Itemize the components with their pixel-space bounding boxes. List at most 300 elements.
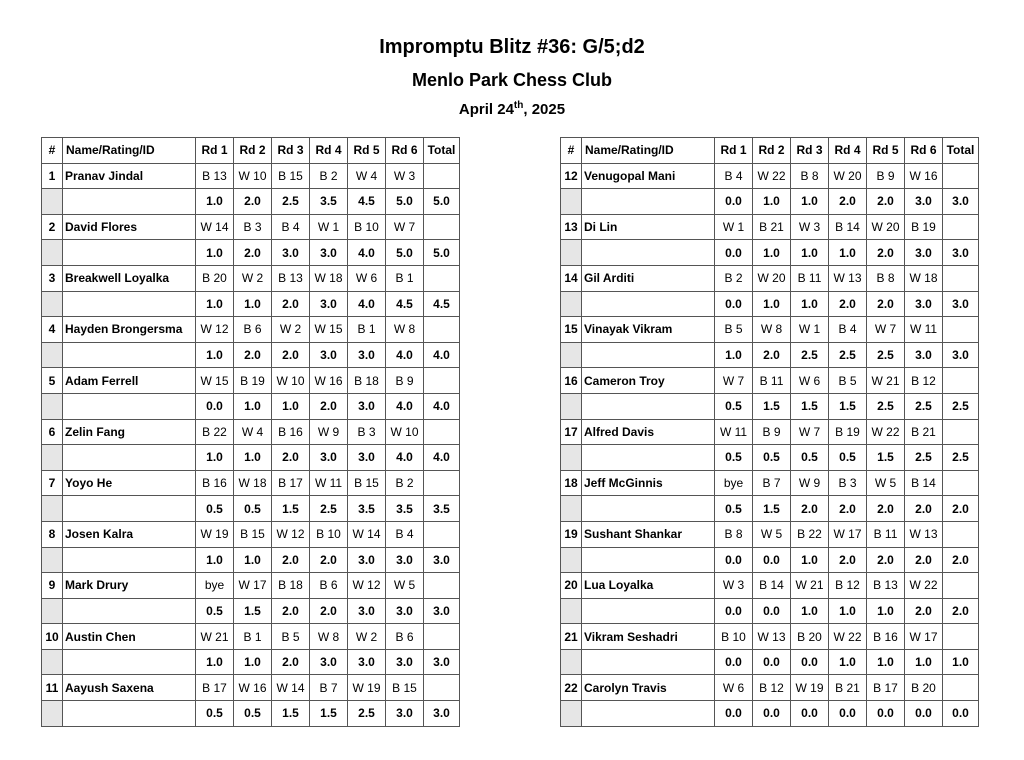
round-pairing: W 17 (234, 573, 272, 599)
cumulative-score: 3.0 (310, 291, 348, 317)
round-pairing: W 10 (272, 368, 310, 394)
player-name: Venugopal Mani (582, 163, 715, 189)
event-date (0, 100, 1024, 118)
column-header: Rd 1 (715, 138, 753, 164)
round-pairing: B 4 (715, 163, 753, 189)
cumulative-score: 3.0 (386, 598, 424, 624)
name-cell-empty (582, 240, 715, 266)
player-name: Vikram Seshadri (582, 624, 715, 650)
cumulative-score: 2.0 (867, 547, 905, 573)
cumulative-score: 4.0 (386, 445, 424, 471)
player-number: 10 (42, 624, 63, 650)
player-number: 4 (42, 317, 63, 343)
cumulative-score: 1.0 (791, 598, 829, 624)
total-cell-empty (943, 675, 979, 701)
round-pairing: W 8 (386, 317, 424, 343)
column-header: # (561, 138, 582, 164)
name-cell-empty (63, 240, 196, 266)
player-name: Carolyn Travis (582, 675, 715, 701)
name-cell-empty (582, 496, 715, 522)
player-number: 22 (561, 675, 582, 701)
player-name: Alfred Davis (582, 419, 715, 445)
column-header: Name/Rating/ID (582, 138, 715, 164)
player-pairing-row (42, 470, 460, 496)
number-cell-empty (561, 547, 582, 573)
name-cell-empty (63, 342, 196, 368)
round-pairing: B 9 (867, 163, 905, 189)
cumulative-score: 2.0 (867, 496, 905, 522)
name-cell-empty (582, 701, 715, 727)
cumulative-score: 0.0 (905, 701, 943, 727)
round-pairing: W 19 (196, 521, 234, 547)
cumulative-score: 2.0 (272, 649, 310, 675)
cumulative-score: 0.0 (715, 189, 753, 215)
cumulative-score: 1.0 (791, 189, 829, 215)
cumulative-score: 5.0 (386, 240, 424, 266)
total-cell-empty (943, 368, 979, 394)
player-score-row (42, 701, 460, 727)
number-cell-empty (42, 240, 63, 266)
round-pairing: B 15 (234, 521, 272, 547)
round-pairing: B 16 (272, 419, 310, 445)
cumulative-score: 1.0 (791, 240, 829, 266)
round-pairing: B 1 (386, 265, 424, 291)
round-pairing: W 6 (348, 265, 386, 291)
player-name: David Flores (63, 214, 196, 240)
cumulative-score: 2.0 (867, 291, 905, 317)
round-pairing: W 15 (196, 368, 234, 394)
cumulative-score: 0.0 (791, 649, 829, 675)
player-pairing-row (42, 521, 460, 547)
total-score: 3.0 (424, 701, 460, 727)
round-pairing: B 19 (234, 368, 272, 394)
cumulative-score: 0.5 (234, 701, 272, 727)
total-cell-empty (943, 470, 979, 496)
cumulative-score: 1.0 (196, 189, 234, 215)
round-pairing: W 1 (791, 317, 829, 343)
player-number: 13 (561, 214, 582, 240)
cumulative-score: 3.0 (905, 189, 943, 215)
round-pairing: B 5 (715, 317, 753, 343)
column-header: Total (943, 138, 979, 164)
player-score-row (42, 649, 460, 675)
total-score: 1.0 (943, 649, 979, 675)
round-pairing: B 6 (310, 573, 348, 599)
cumulative-score: 0.0 (867, 701, 905, 727)
cumulative-score: 4.5 (348, 189, 386, 215)
round-pairing: B 1 (234, 624, 272, 650)
cumulative-score: 3.0 (348, 598, 386, 624)
round-pairing: B 2 (715, 265, 753, 291)
total-cell-empty (943, 317, 979, 343)
player-pairing-row (42, 214, 460, 240)
round-pairing: W 13 (753, 624, 791, 650)
round-pairing: W 14 (348, 521, 386, 547)
cumulative-score: 1.0 (196, 342, 234, 368)
name-cell-empty (63, 598, 196, 624)
round-pairing: B 10 (348, 214, 386, 240)
cumulative-score: 2.0 (829, 496, 867, 522)
cumulative-score: 3.5 (348, 496, 386, 522)
player-score-row (42, 598, 460, 624)
round-pairing: W 3 (715, 573, 753, 599)
cumulative-score: 2.0 (753, 342, 791, 368)
round-pairing: W 14 (196, 214, 234, 240)
cumulative-score: 3.0 (348, 649, 386, 675)
player-name: Gil Arditi (582, 265, 715, 291)
round-pairing: B 19 (829, 419, 867, 445)
total-cell-empty (424, 265, 460, 291)
number-cell-empty (561, 240, 582, 266)
round-pairing: B 5 (829, 368, 867, 394)
cumulative-score: 3.0 (348, 342, 386, 368)
player-name: Adam Ferrell (63, 368, 196, 394)
round-pairing: W 18 (310, 265, 348, 291)
player-number: 5 (42, 368, 63, 394)
round-pairing: W 2 (348, 624, 386, 650)
cumulative-score: 2.5 (272, 189, 310, 215)
cumulative-score: 1.0 (791, 547, 829, 573)
player-number: 17 (561, 419, 582, 445)
date-year: , 2025 (523, 101, 566, 118)
player-number: 20 (561, 573, 582, 599)
round-pairing: B 3 (348, 419, 386, 445)
number-cell-empty (561, 445, 582, 471)
player-name: Sushant Shankar (582, 521, 715, 547)
cumulative-score: 1.0 (715, 342, 753, 368)
player-score-row (561, 701, 979, 727)
player-number: 7 (42, 470, 63, 496)
cumulative-score: 1.0 (867, 649, 905, 675)
round-pairing: W 16 (234, 675, 272, 701)
round-pairing: W 7 (791, 419, 829, 445)
name-cell-empty (582, 649, 715, 675)
total-cell-empty (943, 573, 979, 599)
round-pairing: W 20 (753, 265, 791, 291)
round-pairing: B 21 (829, 675, 867, 701)
round-pairing: W 22 (905, 573, 943, 599)
player-score-row (42, 393, 460, 419)
cumulative-score: 3.0 (386, 547, 424, 573)
total-score: 0.0 (943, 701, 979, 727)
round-pairing: B 18 (348, 368, 386, 394)
cumulative-score: 2.0 (905, 598, 943, 624)
cumulative-score: 0.5 (196, 598, 234, 624)
number-cell-empty (42, 547, 63, 573)
round-pairing: B 6 (386, 624, 424, 650)
player-name: Jeff McGinnis (582, 470, 715, 496)
cumulative-score: 4.0 (386, 393, 424, 419)
round-pairing: B 2 (386, 470, 424, 496)
round-pairing: B 12 (753, 675, 791, 701)
round-pairing: W 7 (867, 317, 905, 343)
cumulative-score: 1.0 (196, 240, 234, 266)
round-pairing: B 16 (867, 624, 905, 650)
round-pairing: B 17 (196, 675, 234, 701)
cumulative-score: 1.0 (753, 291, 791, 317)
total-score: 4.0 (424, 342, 460, 368)
player-pairing-row (561, 368, 979, 394)
round-pairing: B 7 (753, 470, 791, 496)
round-pairing: W 11 (905, 317, 943, 343)
player-name: Aayush Saxena (63, 675, 196, 701)
cumulative-score: 0.0 (715, 598, 753, 624)
total-cell-empty (424, 573, 460, 599)
round-pairing: B 16 (196, 470, 234, 496)
player-number: 19 (561, 521, 582, 547)
name-cell-empty (582, 393, 715, 419)
cumulative-score: 1.0 (234, 547, 272, 573)
player-score-row (42, 445, 460, 471)
round-pairing: B 3 (829, 470, 867, 496)
number-cell-empty (42, 445, 63, 471)
cumulative-score: 3.0 (905, 291, 943, 317)
cumulative-score: 3.0 (310, 649, 348, 675)
name-cell-empty (63, 445, 196, 471)
round-pairing: W 20 (829, 163, 867, 189)
round-pairing: W 10 (386, 419, 424, 445)
standings-table-left (41, 137, 460, 727)
cumulative-score: 4.5 (386, 291, 424, 317)
round-pairing: W 17 (829, 521, 867, 547)
round-pairing: W 3 (791, 214, 829, 240)
cumulative-score: 1.0 (753, 240, 791, 266)
player-pairing-row (42, 163, 460, 189)
player-number: 18 (561, 470, 582, 496)
round-pairing: B 8 (791, 163, 829, 189)
round-pairing: B 20 (791, 624, 829, 650)
cumulative-score: 3.0 (348, 445, 386, 471)
cumulative-score: 0.0 (196, 393, 234, 419)
total-cell-empty (943, 419, 979, 445)
player-score-row (42, 547, 460, 573)
number-cell-empty (42, 393, 63, 419)
total-cell-empty (943, 521, 979, 547)
round-pairing: W 4 (234, 419, 272, 445)
player-number: 9 (42, 573, 63, 599)
cumulative-score: 3.0 (348, 393, 386, 419)
total-cell-empty (424, 470, 460, 496)
cumulative-score: 2.0 (272, 342, 310, 368)
cumulative-score: 3.0 (348, 547, 386, 573)
round-pairing: W 3 (386, 163, 424, 189)
player-score-row (42, 240, 460, 266)
player-pairing-row (561, 214, 979, 240)
number-cell-empty (42, 598, 63, 624)
player-score-row (561, 598, 979, 624)
round-pairing: W 7 (715, 368, 753, 394)
name-cell-empty (582, 598, 715, 624)
player-pairing-row (42, 265, 460, 291)
player-name: Josen Kalra (63, 521, 196, 547)
player-pairing-row (561, 317, 979, 343)
cumulative-score: 1.5 (272, 701, 310, 727)
player-pairing-row (561, 163, 979, 189)
cumulative-score: 1.0 (234, 649, 272, 675)
cumulative-score: 1.0 (867, 598, 905, 624)
player-name: Hayden Brongersma (63, 317, 196, 343)
round-pairing: W 14 (272, 675, 310, 701)
round-pairing: W 6 (791, 368, 829, 394)
round-pairing: W 18 (234, 470, 272, 496)
cumulative-score: 1.0 (234, 393, 272, 419)
round-pairing: W 20 (867, 214, 905, 240)
player-number: 3 (42, 265, 63, 291)
round-pairing: W 6 (715, 675, 753, 701)
cumulative-score: 2.0 (905, 547, 943, 573)
cumulative-score: 3.0 (310, 445, 348, 471)
player-number: 21 (561, 624, 582, 650)
player-pairing-row (42, 419, 460, 445)
column-header: # (42, 138, 63, 164)
player-pairing-row (42, 624, 460, 650)
total-score: 3.0 (943, 342, 979, 368)
player-number: 8 (42, 521, 63, 547)
round-pairing: B 1 (348, 317, 386, 343)
cumulative-score: 0.0 (715, 701, 753, 727)
cumulative-score: 2.5 (867, 342, 905, 368)
total-score: 3.0 (943, 291, 979, 317)
cumulative-score: 1.5 (829, 393, 867, 419)
player-score-row (561, 240, 979, 266)
round-pairing: W 22 (753, 163, 791, 189)
total-score: 4.5 (424, 291, 460, 317)
total-cell-empty (424, 675, 460, 701)
cumulative-score: 2.0 (829, 291, 867, 317)
total-cell-empty (424, 624, 460, 650)
round-pairing: B 14 (753, 573, 791, 599)
name-cell-empty (63, 291, 196, 317)
name-cell-empty (582, 189, 715, 215)
total-score: 2.5 (943, 393, 979, 419)
cumulative-score: 2.0 (905, 496, 943, 522)
round-pairing: W 8 (310, 624, 348, 650)
cumulative-score: 1.0 (829, 649, 867, 675)
total-cell-empty (424, 419, 460, 445)
player-number: 15 (561, 317, 582, 343)
column-header: Rd 4 (310, 138, 348, 164)
cumulative-score: 1.5 (867, 445, 905, 471)
round-pairing: bye (196, 573, 234, 599)
round-pairing: W 19 (348, 675, 386, 701)
player-name: Yoyo He (63, 470, 196, 496)
player-score-row (561, 393, 979, 419)
cumulative-score: 2.0 (234, 342, 272, 368)
number-cell-empty (561, 291, 582, 317)
round-pairing: W 21 (867, 368, 905, 394)
round-pairing: B 22 (791, 521, 829, 547)
cumulative-score: 3.0 (272, 240, 310, 266)
cumulative-score: 1.0 (196, 291, 234, 317)
round-pairing: W 15 (310, 317, 348, 343)
number-cell-empty (561, 598, 582, 624)
cumulative-score: 2.0 (791, 496, 829, 522)
name-cell-empty (63, 649, 196, 675)
cumulative-score: 3.0 (386, 701, 424, 727)
round-pairing: B 4 (272, 214, 310, 240)
round-pairing: W 7 (386, 214, 424, 240)
player-pairing-row (561, 419, 979, 445)
column-header: Rd 3 (272, 138, 310, 164)
cumulative-score: 2.5 (867, 393, 905, 419)
number-cell-empty (42, 291, 63, 317)
cumulative-score: 1.5 (310, 701, 348, 727)
round-pairing: B 13 (272, 265, 310, 291)
round-pairing: B 11 (753, 368, 791, 394)
number-cell-empty (42, 701, 63, 727)
cumulative-score: 1.5 (791, 393, 829, 419)
cumulative-score: 0.0 (753, 649, 791, 675)
round-pairing: B 15 (348, 470, 386, 496)
total-cell-empty (424, 163, 460, 189)
cumulative-score: 1.0 (234, 291, 272, 317)
number-cell-empty (561, 393, 582, 419)
name-cell-empty (63, 547, 196, 573)
date-month-day: April 24 (458, 101, 514, 118)
cumulative-score: 0.0 (791, 701, 829, 727)
total-score: 2.0 (943, 547, 979, 573)
round-pairing: W 12 (272, 521, 310, 547)
player-name: Di Lin (582, 214, 715, 240)
cumulative-score: 2.0 (272, 547, 310, 573)
round-pairing: B 20 (905, 675, 943, 701)
player-score-row (42, 291, 460, 317)
round-pairing: W 1 (715, 214, 753, 240)
player-name: Cameron Troy (582, 368, 715, 394)
total-score: 3.0 (943, 240, 979, 266)
cumulative-score: 1.0 (272, 393, 310, 419)
round-pairing: W 22 (867, 419, 905, 445)
round-pairing: B 14 (905, 470, 943, 496)
round-pairing: W 5 (867, 470, 905, 496)
column-header: Total (424, 138, 460, 164)
round-pairing: B 17 (272, 470, 310, 496)
total-score: 3.0 (424, 649, 460, 675)
round-pairing: B 2 (310, 163, 348, 189)
name-cell-empty (582, 547, 715, 573)
player-number: 11 (42, 675, 63, 701)
column-header: Rd 4 (829, 138, 867, 164)
round-pairing: W 13 (905, 521, 943, 547)
player-score-row (561, 547, 979, 573)
name-cell-empty (582, 445, 715, 471)
round-pairing: B 18 (272, 573, 310, 599)
round-pairing: W 12 (348, 573, 386, 599)
name-cell-empty (63, 393, 196, 419)
column-header: Rd 6 (905, 138, 943, 164)
cumulative-score: 2.0 (234, 240, 272, 266)
cumulative-score: 0.5 (715, 496, 753, 522)
player-pairing-row (561, 521, 979, 547)
round-pairing: W 9 (310, 419, 348, 445)
player-name: Lua Loyalka (582, 573, 715, 599)
cumulative-score: 2.0 (234, 189, 272, 215)
player-number: 2 (42, 214, 63, 240)
cumulative-score: 2.0 (310, 547, 348, 573)
cumulative-score: 1.5 (753, 496, 791, 522)
number-cell-empty (561, 342, 582, 368)
player-name: Zelin Fang (63, 419, 196, 445)
round-pairing: B 10 (310, 521, 348, 547)
number-cell-empty (42, 342, 63, 368)
cumulative-score: 2.0 (310, 598, 348, 624)
player-pairing-row (561, 265, 979, 291)
cumulative-score: 2.0 (867, 189, 905, 215)
round-pairing: W 9 (791, 470, 829, 496)
player-score-row (561, 649, 979, 675)
cumulative-score: 1.0 (829, 240, 867, 266)
cumulative-score: 1.5 (272, 496, 310, 522)
